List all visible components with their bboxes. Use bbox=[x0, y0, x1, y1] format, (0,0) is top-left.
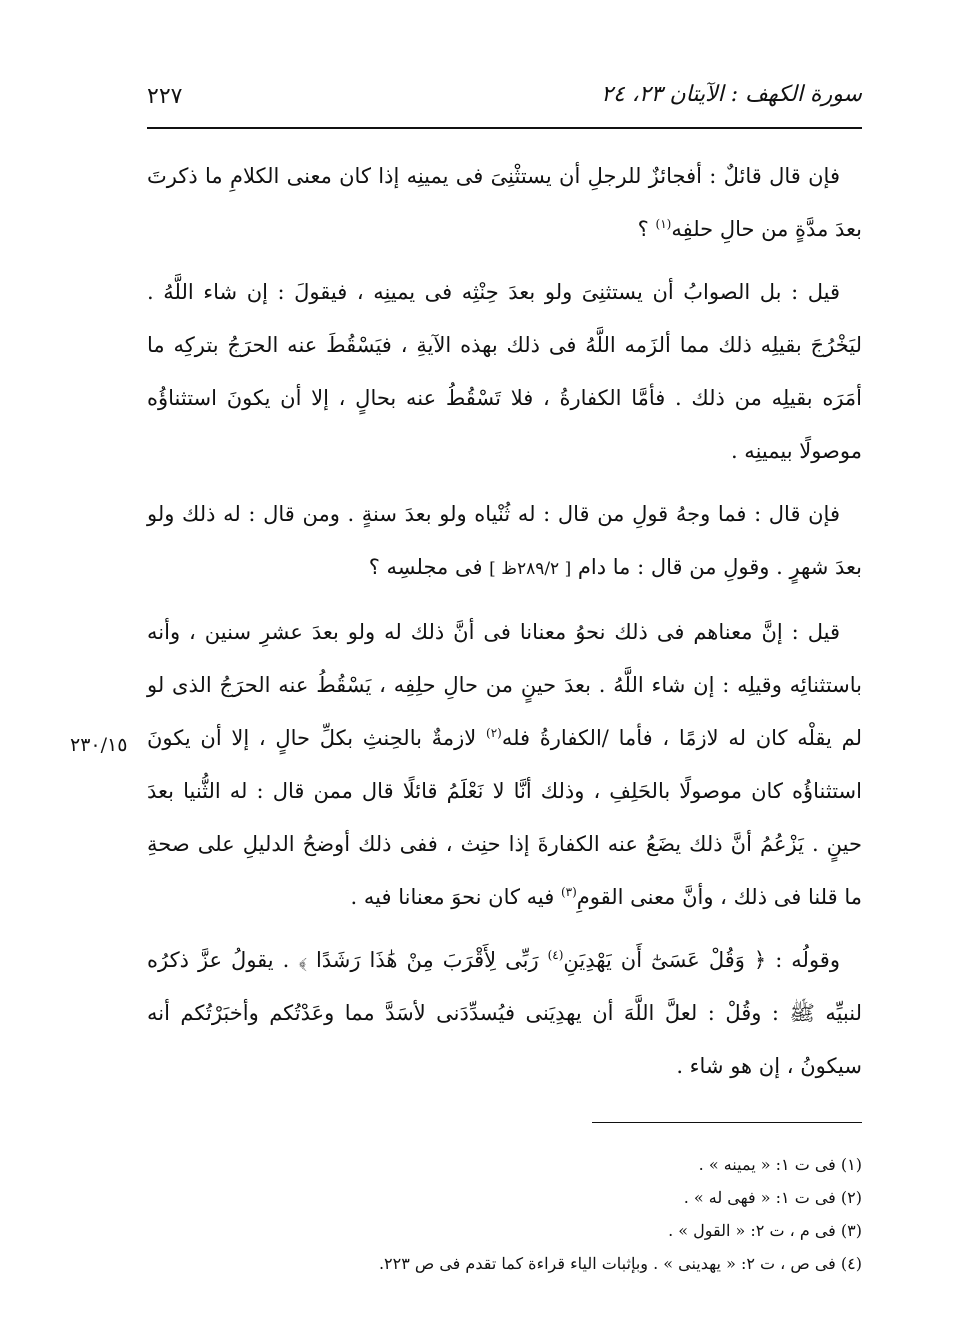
footnote-item: (١) فى ت ١: « يمينه » . bbox=[698, 1155, 862, 1174]
quran-verse-text: وقولُه : ﴿ وَقُلْ عَسَىٰٓ أَن يَهْدِيَنِ bbox=[563, 948, 840, 972]
paragraph-text: ؟ bbox=[637, 217, 656, 241]
paragraph-text: لازمةٌ بالحِنثِ بكلِّ حالٍ ، إلا أن يكونَ استثناؤُه كان موصولًا بالحَلِفِ ، وذلك أنَّا لا نَعْلَمُ قائلًا قال ممن قال : له الثُّنيا بعدَ حينٍ . يَزْعُمُ أنَّ ذلك يضَعُ عنه الكفارةَ إذا حنِث ، ففى ذلك أوضحُ الدليلِ على صحةِ ما قلنا فى ذلك ، وأنَّ معنى القومِ bbox=[147, 726, 862, 909]
paragraph-text: قيل : إنَّ معناهم فى ذلك نحوُ معنانا فى أنَّ ذلك له ولو بعدَ عشرِ سنين ، وأنه باستثنائِه وقيلِه : إن شاء اللَّهُ . بعدَ حينٍ من حالِ حلِفِه ، يَسْقُطُ عنه الحرَجُ الذى لو لم يقلْه كان له لازمًا ، فأما /الكفارةُ فله bbox=[147, 620, 862, 750]
paragraph-text: فيه كان نحوَ معنانا فيه . bbox=[350, 885, 561, 909]
footnote-item: (٣) فى م ، ت ٢: « القول » . bbox=[668, 1221, 862, 1240]
header-rule bbox=[147, 127, 862, 129]
paragraph-1 bbox=[147, 150, 862, 256]
paragraph-3 bbox=[147, 488, 862, 596]
page-number: ٢٢٧ bbox=[147, 84, 183, 109]
paragraph-5 bbox=[147, 934, 862, 1093]
page-header bbox=[147, 78, 862, 118]
running-title: سورة الكهف : الآيتان ٢٣، ٢٤ bbox=[601, 82, 862, 107]
footnote-ref[interactable]: (٤) bbox=[547, 948, 564, 962]
footnote-ref[interactable]: (٢) bbox=[486, 726, 502, 740]
footnote-ref[interactable]: (١) bbox=[655, 217, 672, 231]
paragraph-text: فى مجلسِه ؟ bbox=[368, 555, 490, 579]
paragraph-text: رَبِّى لِأَقْرَبَ مِنْ هَٰذَا رَشَدًا ﴾ . يقولُ عزَّ ذكرُه لنبيِّه ﷺ : وقُلْ : لعلَّ اللَّهَ أن يهدِيَنى فيُسدِّدَنى لأسَدَّ مما وعَدْتُكم وأخبَرْتُكم أنه سيكونُ ، إن هو شاء . bbox=[147, 948, 862, 1078]
margin-reference: ٢٣٠/١٥ bbox=[70, 734, 128, 756]
paragraph-2 bbox=[147, 266, 862, 478]
manuscript-bracket-ref: [ ٢٨٩/٢ظ ] bbox=[489, 559, 572, 579]
footnote-ref[interactable]: (٣) bbox=[560, 885, 577, 899]
footnotes bbox=[147, 1148, 862, 1280]
footnote-rule bbox=[592, 1122, 862, 1123]
paragraph-text: فإن قال : فما وجهُ قولِ من قال : له ثُنْياه ولو بعدَ سنةٍ . ومن قال : له ذلك ولو بعدَ شهرٍ . وقولِ من قال : ما دام bbox=[147, 502, 862, 579]
paragraph-text: فإن قال قائلٌ : أفجائزٌ للرجلِ أن يستثْنِىَ فى يمينِه إذا كان معنى الكلامِ ما ذكرتَ بعدَ مدَّةٍ من حالِ حلفِه bbox=[147, 164, 862, 241]
paragraph-text: قيل : بل الصوابُ أن يستثنِىَ ولو بعدَ حِنْثِه فى يمينِه ، فيقولَ : إن شاء اللَّهُ . ليَخْرُجَ بقيلِه ذلك مما ألزَمه اللَّهُ فى ذلك بهذه الآيةِ ، فيَسْقُطَ عنه الحرَجُ بتركِه ما أمَرَه بقيلِه من ذلك . فأمَّا الكفارةُ ، فلا تَسْقُطُ عنه بحالٍ ، إلا أن يكونَ استثناؤُه موصولًا بيمينِه . bbox=[147, 280, 862, 463]
footnote-item: (٢) فى ت ١: « فهى له » . bbox=[683, 1188, 862, 1207]
footnote-item: (٤) فى ص ، ت ٢: « يهدينى » . وبإثبات الياء قراءة كما تقدم فى ص ٢٢٣. bbox=[378, 1254, 862, 1273]
body-text bbox=[147, 150, 862, 1093]
paragraph-4 bbox=[147, 606, 862, 924]
